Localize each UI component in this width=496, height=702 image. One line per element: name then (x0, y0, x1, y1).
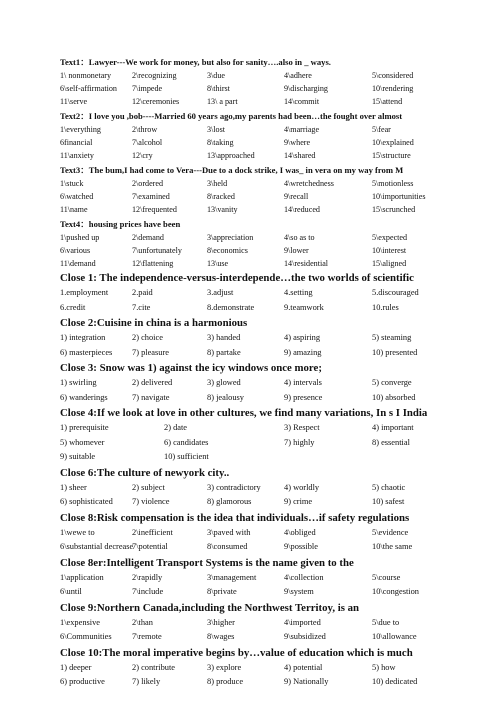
section-heading: Text3：The bum,I had come to Vera---Due to a dock strike, I was_ in vera on my way from M (60, 165, 404, 175)
answer-row (60, 331, 480, 346)
section-heading: Text2：I love you ,bob----Married 60 years ago,my parents had been…the fought over almost (60, 111, 403, 121)
answer-item: 4\collection (284, 572, 324, 582)
answer-item: 5\evidence (372, 527, 409, 537)
answer-row (60, 421, 480, 436)
answer-item: 3.adjust (207, 288, 234, 297)
answer-row (60, 661, 480, 676)
answer-item: 8\racked (207, 192, 235, 201)
answer-item: 9.teamwork (284, 302, 324, 312)
answer-item: 7.cite (132, 302, 151, 312)
answer-item: 3\held (207, 179, 228, 188)
answer-row (60, 630, 480, 645)
answer-item: 10) presented (372, 347, 418, 357)
answer-item: 4.setting (284, 288, 313, 297)
answer-item: 10) absorbed (372, 392, 416, 402)
answer-item: 7) violence (132, 497, 170, 506)
answer-row (60, 123, 480, 136)
answer-item: 1\pushed up (60, 233, 100, 242)
answer-row (60, 244, 480, 257)
answer-item: 2) subject (132, 482, 165, 492)
answer-row (60, 450, 480, 465)
answer-item: 6financial (60, 138, 93, 147)
answer-item: 5) chaotic (372, 482, 406, 492)
answer-item: 1\everything (60, 125, 101, 134)
answer-item: 1\stuck (60, 179, 84, 188)
answer-item: 10) dedicated (372, 677, 418, 686)
answer-item: 9\lower (284, 246, 309, 255)
answer-item: 10\importunities (372, 192, 426, 201)
answer-item: 2.paid (132, 288, 153, 297)
answer-item: 10.rules (372, 302, 399, 312)
answer-item: 3) explore (207, 662, 242, 672)
answer-item: 5) how (372, 662, 396, 672)
section-heading: Close 4:If we look at love in other cultures, we find many variations, In s I India (60, 407, 428, 419)
answer-item: 7\potential (132, 542, 168, 551)
section-heading: Text4：housing prices have been (60, 219, 181, 229)
answer-item: 11\name (60, 205, 88, 214)
answer-item: 13\use (207, 259, 229, 268)
answer-item: 13\vanity (207, 205, 238, 214)
answer-row (60, 286, 480, 301)
answer-row (60, 436, 480, 451)
answer-row (60, 203, 480, 216)
answer-row (60, 177, 480, 190)
answer-item: 9\subsidized (284, 632, 326, 641)
section-heading: Close 6:The culture of newyork city.. (60, 466, 230, 479)
answer-row (60, 95, 480, 108)
answer-item: 8) partake (207, 347, 241, 357)
answer-item: 10\rendering (372, 84, 414, 93)
answer-item: 8.demonstrate (207, 302, 255, 312)
answer-item: 8\private (207, 587, 237, 596)
answer-row (60, 69, 480, 82)
answer-item: 10) safest (372, 497, 405, 506)
answer-item: 2\inefficient (132, 527, 173, 537)
answer-item: 4\obliged (284, 527, 316, 537)
answer-item: 6.credit (60, 302, 86, 312)
answer-item: 8) produce (207, 677, 244, 686)
answer-item: 5\fear (372, 125, 391, 134)
answer-item: 7\examined (132, 192, 170, 201)
answer-item: 1) sheer (60, 482, 87, 492)
answer-item: 4) potential (284, 662, 323, 672)
answer-row (60, 82, 480, 95)
answer-item: 6) wanderings (60, 392, 108, 402)
answer-item: 2\demand (132, 233, 164, 242)
answer-item: 6) sophisticated (60, 497, 113, 506)
answer-item: 1) prerequisite (60, 423, 109, 432)
answer-item: 8) glamorous (207, 497, 252, 506)
answer-item: 12\ceremonies (132, 97, 180, 106)
answer-row (60, 616, 480, 631)
answer-item: 2\ordered (132, 179, 164, 188)
section-heading: Text1：Lawyer---We work for money, but also for sanity….also in _ ways. (60, 57, 331, 67)
answer-item: 3\appreciation (207, 233, 254, 242)
answer-item: 5\course (372, 572, 401, 582)
answer-item: 8\thirst (207, 84, 230, 93)
answer-item: 4\imported (284, 617, 321, 627)
answer-item: 4\adhere (284, 71, 312, 80)
answer-item: 14\commit (284, 97, 320, 106)
answer-row (60, 346, 480, 361)
answer-item: 6\self-affirmation (60, 84, 117, 93)
answer-item: 9\recall (284, 192, 309, 201)
answer-item: 3\due (207, 71, 225, 80)
answer-item: 6\until (60, 587, 82, 596)
answer-item: 6) candidates (164, 437, 209, 447)
answer-item: 6\various (60, 246, 91, 255)
answer-item: 1) swirling (60, 378, 97, 387)
answer-row (60, 376, 480, 391)
answer-row (60, 526, 480, 541)
answer-item: 5) whomever (60, 437, 105, 447)
answer-item: 10\allowance (372, 632, 417, 641)
answer-item: 3\higher (207, 617, 235, 627)
answer-row (60, 257, 480, 270)
answer-item: 10\the same (372, 542, 413, 551)
answer-item: 11\anxiety (60, 151, 94, 160)
answer-row (60, 540, 480, 555)
answer-item: 7\alcohol (132, 138, 163, 147)
answer-item: 14\shared (284, 151, 316, 160)
answer-item: 3) handed (207, 333, 241, 342)
answer-item: 11\serve (60, 97, 88, 106)
answer-item: 1\ nonmonetary (60, 71, 112, 80)
answer-item: 7) navigate (132, 392, 170, 402)
answer-item: 9\system (284, 587, 314, 596)
answer-item: 8\economics (207, 246, 248, 255)
sections-container (60, 56, 480, 690)
answer-item: 1\expensive (60, 617, 101, 627)
answer-item: 3) glowed (207, 378, 241, 387)
answer-item: 7\unfortunately (132, 246, 182, 255)
answer-item: 3) contradictory (207, 482, 261, 492)
answer-item: 6) productive (60, 677, 105, 686)
answer-item: 5\expected (372, 233, 408, 242)
answer-row (60, 231, 480, 244)
answer-item: 6) masterpieces (60, 347, 113, 357)
answer-item: 1) integration (60, 333, 106, 342)
answer-item: 1\wewe to (60, 527, 95, 537)
answer-item: 13\approached (207, 151, 255, 160)
answer-item: 10\interest (372, 246, 407, 255)
section-heading: Close 10:The moral imperative begins by…value of education which is much (60, 646, 413, 659)
answer-item: 4) aspiring (284, 333, 321, 342)
answer-item: 8\consumed (207, 542, 248, 551)
answer-item: 2) date (164, 423, 188, 432)
answer-item: 15\attend (372, 97, 403, 106)
answer-item: 2) delivered (132, 378, 173, 387)
answer-row (60, 495, 480, 510)
answer-item: 4\marriage (284, 125, 320, 134)
answer-row (60, 149, 480, 162)
answer-item: 8) essential (372, 437, 410, 447)
answer-item: 5\considered (372, 71, 414, 80)
answer-item: 8\taking (207, 138, 234, 147)
answer-item: 7) likely (132, 677, 161, 686)
section-heading: Close 1: The independence-versus-interdepende…the two worlds of scientific (60, 272, 414, 284)
answer-item: 15\scrunched (372, 205, 416, 214)
answer-row (60, 391, 480, 406)
answer-item: 2\than (132, 617, 153, 627)
answer-item: 6\Communities (60, 632, 112, 641)
answer-item: 9) Nationally (284, 677, 329, 686)
answer-item: 9\discharging (284, 84, 328, 93)
answer-item: 9) suitable (60, 452, 96, 461)
answer-item: 7) pleasure (132, 347, 169, 357)
answer-item: 13\ a part (207, 97, 238, 106)
section-heading: Close 9:Northern Canada,including the Northwest Territoy, is an (60, 601, 360, 614)
answer-item: 4) intervals (284, 378, 322, 387)
answer-item: 3\paved with (207, 527, 251, 537)
answer-item: 4) important (372, 423, 414, 432)
answer-item: 14\reduced (284, 205, 320, 214)
answer-item: 6\substantial decrease (60, 542, 134, 551)
answer-item: 3\management (207, 572, 257, 582)
answer-item: 2\throw (132, 125, 158, 134)
answer-item: 8) jealousy (207, 392, 244, 402)
answer-item: 2\recognizing (132, 71, 177, 80)
section-heading: Close 8:Risk compensation is the idea that individuals…if safety regulations (60, 511, 410, 524)
answer-item: 9\possible (284, 542, 318, 551)
answer-item: 1\application (60, 572, 104, 582)
answer-row (60, 481, 480, 496)
answer-item: 8\wages (207, 632, 235, 641)
answer-item: 7) highly (284, 437, 315, 447)
answer-row (60, 136, 480, 149)
answer-item: 7\impede (132, 84, 163, 93)
answer-item: 10\congestion (372, 587, 419, 596)
section-heading: Close 2:Cuisine in china is a harmonious (60, 317, 248, 329)
answer-row (60, 190, 480, 203)
answer-item: 10\explained (372, 138, 414, 147)
answer-item: 14\residential (284, 259, 329, 268)
answer-item: 7\include (132, 587, 164, 596)
answer-item: 5\motionless (372, 179, 414, 188)
answer-item: 1) deeper (60, 662, 92, 672)
answer-item: 2) contribute (132, 662, 176, 672)
answer-item: 15\aligned (372, 259, 407, 268)
answer-row (60, 585, 480, 600)
answer-item: 9) crime (284, 497, 313, 506)
answer-item: 3) Respect (284, 423, 320, 432)
answer-item: 2\rapidly (132, 572, 163, 582)
answer-item: 15\structure (372, 151, 411, 160)
answer-item: 3\lost (207, 125, 225, 134)
answer-item: 1.employment (60, 288, 109, 297)
answer-item: 12\frequented (132, 205, 177, 214)
section-heading: Close 3: Snow was 1) against the icy windows once more; (60, 362, 322, 374)
section-heading: Close 8er:Intelligent Transport Systems is the name given to the (60, 556, 354, 569)
answer-item: 5) steaming (372, 333, 412, 342)
answer-item: 10) sufficient (164, 452, 209, 461)
answer-item: 6\watched (60, 192, 94, 201)
answer-item: 9) presence (284, 392, 323, 402)
answer-item: 5\due to (372, 617, 400, 627)
answer-row (60, 301, 480, 316)
answer-item: 5.discouraged (372, 288, 419, 297)
answer-item: 5) converge (372, 378, 412, 387)
answer-item: 4\wretchedness (284, 179, 334, 188)
answer-item: 2) choice (132, 333, 163, 342)
answer-item: 4\so as to (284, 233, 315, 242)
answer-item: 4) worldly (284, 482, 320, 492)
answer-item: 9\where (284, 138, 311, 147)
answer-row (60, 675, 480, 690)
answer-item: 12\flattening (132, 259, 174, 268)
answer-item: 11\demand (60, 259, 96, 268)
answer-item: 12\cry (132, 151, 153, 160)
answer-item: 9) amazing (284, 347, 322, 357)
answer-item: 7\remote (132, 632, 162, 641)
answer-row (60, 571, 480, 586)
